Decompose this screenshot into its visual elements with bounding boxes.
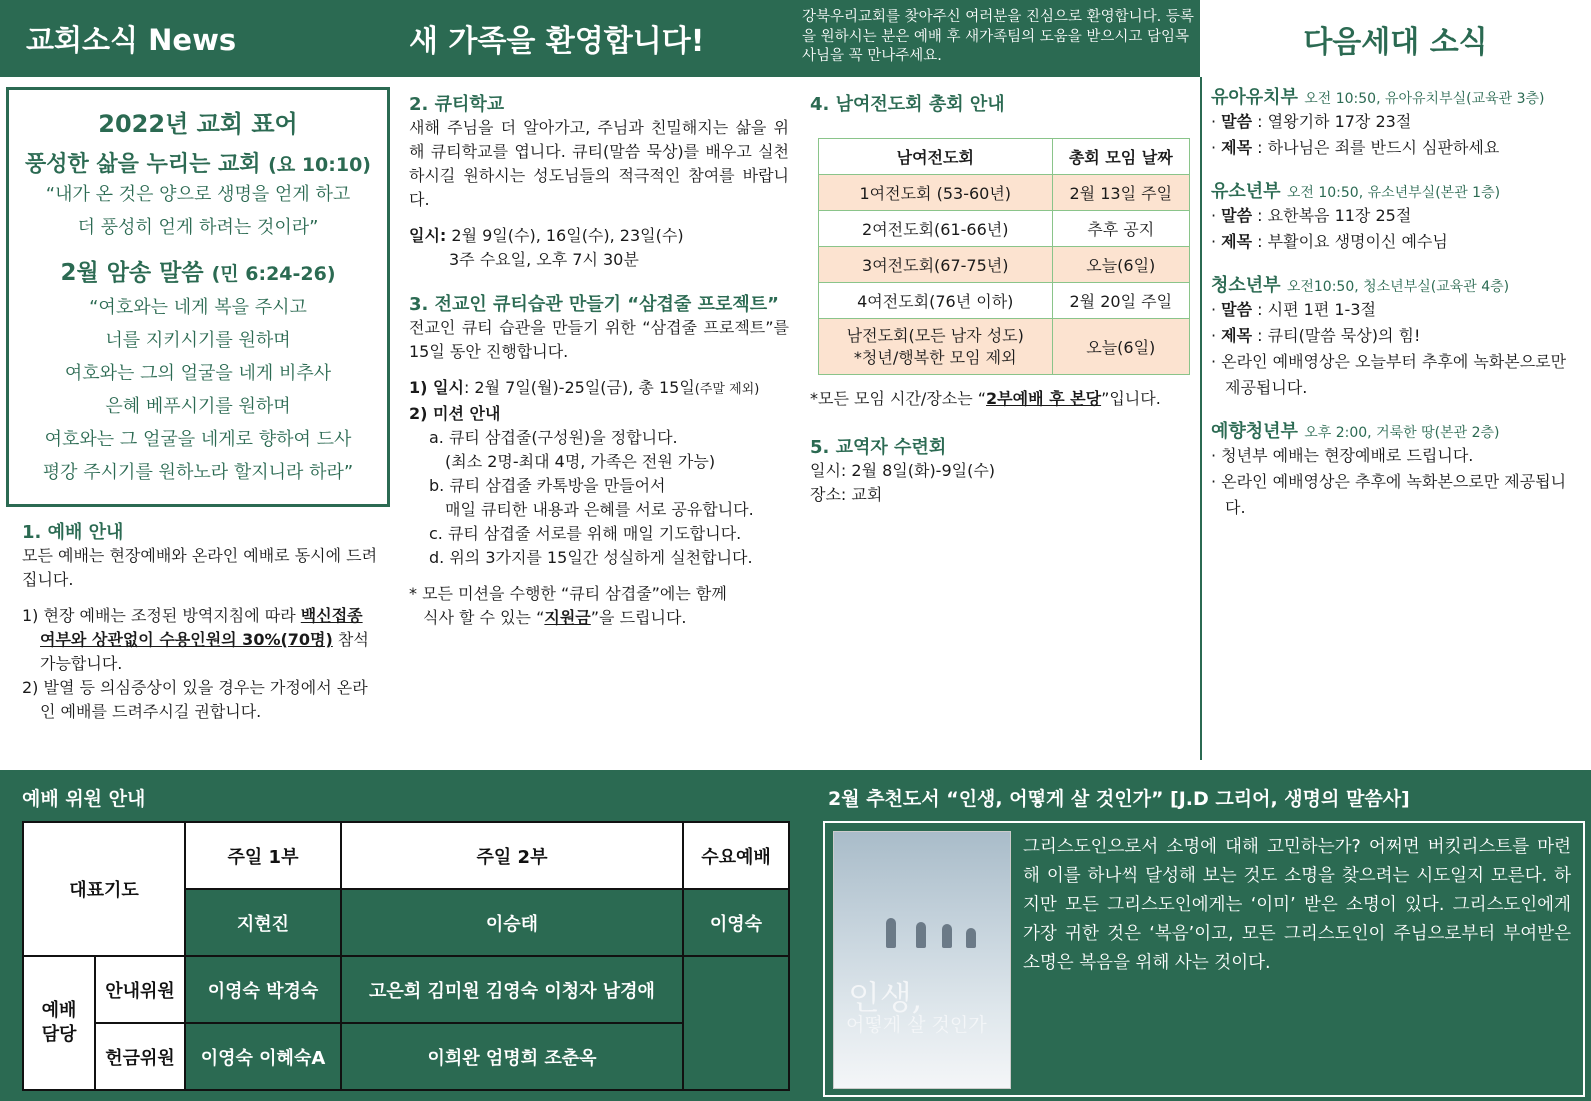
figure-silhouette: [942, 924, 952, 948]
motto-subtitle-ref: (요 10:10): [268, 154, 371, 176]
table-header: 주일 1부: [185, 822, 341, 889]
memory-verse-line: 여호와는 그의 얼굴을 네게 비추사: [64, 363, 332, 384]
worship-item-1: [22, 604, 382, 676]
item-label: 제목: [1221, 326, 1253, 345]
table-cell: 헌금위원: [95, 1023, 185, 1090]
figure-silhouette: [966, 928, 976, 948]
table-row: [819, 211, 1190, 247]
table-cell: 대표기도: [23, 822, 185, 956]
motto-subtitle-text: 풍성한 삶을 누리는 교회: [25, 152, 261, 177]
section-title: 3. 전교인 큐티습관 만들기 “삼겹줄 프로젝트”: [409, 294, 779, 315]
header-band: [0, 0, 1200, 77]
table-row: [819, 247, 1190, 283]
column-next-gen: [1211, 83, 1586, 521]
dept-meta: 오전 10:50, 유소년부실(본관 1층): [1286, 185, 1501, 201]
dept-name: 유소년부: [1211, 181, 1281, 202]
qt-school-body: 새해 주님을 더 알아가고, 주님과 친밀해지는 삶을 위해 큐티학교를 엽니다. 큐티(말씀 묵상)를 배우고 실천하시길 원하시는 성도님들의 적극적인 참여를 바랍니다.: [409, 118, 789, 209]
note-text: ”입니다.: [1101, 389, 1161, 408]
memory-verse-line: “여호와는 네게 복을 주시고: [89, 297, 307, 318]
qt-school-date: [409, 224, 789, 248]
table-cell: 추후 공지: [1052, 211, 1189, 247]
qt-school-date-2: 3주 수요일, 오후 7시 30분: [449, 250, 639, 269]
retreat-place: 장소: 교회: [810, 485, 883, 504]
table-header: 수요예배: [683, 822, 789, 889]
item-text: : 요한복음 11장 25절: [1252, 206, 1412, 225]
table-cell: [683, 956, 789, 1090]
table-row: [23, 1023, 789, 1090]
dept-young-adult: [1211, 417, 1586, 443]
mission-item: 매일 큐티한 내용과 은혜를 서로 공유합니다.: [445, 500, 754, 519]
date-text: : 2월 7일(월)-25일(금), 총 15일: [463, 378, 695, 397]
list-item: · 말씀 : 열왕기하 17장 23절: [1211, 112, 1412, 131]
item-text: : 하나님은 죄를 반드시 심판하세요: [1252, 138, 1500, 157]
mission-item: (최소 2명-최대 4명, 가족은 전원 가능): [445, 452, 716, 471]
dept-name: 청소년부: [1211, 275, 1281, 296]
next-gen-title: 다음세대 소식: [1303, 25, 1488, 60]
item-text: : 시편 1편 1-3절: [1252, 300, 1376, 319]
worship-committee-table: [22, 821, 790, 1091]
table-cell: 이희완 엄명희 조춘옥: [341, 1023, 683, 1090]
memory-verse-line: 은혜 베푸시기를 원하며: [105, 396, 291, 417]
project-body: 전교인 큐티 습관을 만들기 위한 “삼겹줄 프로젝트”를 15일 동안 진행합니다.: [409, 318, 789, 361]
table-cell: 이영숙: [683, 889, 789, 956]
bottom-band: [0, 770, 1591, 1101]
section-title: 1. 예배 안내: [22, 522, 124, 543]
dept-name: 유아유치부: [1211, 87, 1298, 108]
mission-label: [409, 402, 789, 426]
dept-youth: [1211, 271, 1586, 297]
list-item: · 제목 : 큐티(말씀 묵상)의 힘!: [1211, 326, 1421, 345]
cell-line: *청년/행복한 모임 제외: [853, 347, 1017, 367]
item-text: : 큐티(말씀 묵상)의 힘!: [1252, 326, 1421, 345]
list-item: · 제목 : 부활이요 생명이신 예수님: [1211, 232, 1448, 251]
list-item: · 청년부 예배는 현장예배로 드립니다.: [1211, 446, 1474, 465]
table-cell: 3여전도회(67-75년): [819, 247, 1053, 283]
dept-children: [1211, 177, 1586, 203]
list-item: · 말씀 : 시편 1편 1-3절: [1211, 300, 1376, 319]
table-cell: 4여전도회(76년 이하): [819, 283, 1053, 319]
figure-silhouette: [886, 918, 896, 948]
item-label: 말씀: [1221, 206, 1253, 225]
item-text: 참석 가능합니다.: [40, 630, 369, 673]
table-row: [819, 175, 1190, 211]
memory-title-ref: (민 6:24-26): [211, 263, 336, 285]
mission-item: b. 큐티 삼겹줄 카톡방을 만들어서: [429, 476, 666, 495]
list-item: · 말씀 : 요한복음 11장 25절: [1211, 206, 1412, 225]
table-cell: 오늘(6일): [1052, 247, 1189, 283]
section-title: 5. 교역자 수련회: [810, 437, 947, 458]
motto-subtitle: [9, 147, 387, 178]
table-header-row: [819, 139, 1190, 175]
welcome-title: 새 가족을 환영합니다!: [409, 24, 705, 59]
motto-verse-line: 더 풍성히 얻게 하려는 것이라”: [77, 217, 319, 238]
table-cell: 이영숙 이혜숙A: [185, 1023, 341, 1090]
item-text: : 부활이요 생명이신 예수님: [1252, 232, 1448, 251]
project-note-2: [409, 606, 789, 630]
table-header: 주일 2부: [341, 822, 683, 889]
worship-item-2: 2) 발열 등 의심증상이 있을 경우는 가정에서 온라인 예배를 드려주시길 권합니다.: [22, 678, 368, 721]
book-cover-image: [833, 831, 1011, 1089]
mission-label-text: 2) 미션 안내: [409, 404, 501, 423]
retreat-date: 일시: 2월 8일(화)-9일(수): [810, 461, 996, 480]
table-cell: 예배 담당: [23, 956, 95, 1090]
list-item: · 온라인 예배영상은 추후에 녹화본으로만 제공됩니다.: [1211, 472, 1567, 517]
item-label: 말씀: [1221, 112, 1253, 131]
project-date: [409, 376, 789, 402]
mission-item: d. 위의 3가지를 15일간 성실하게 실천합니다.: [429, 548, 753, 567]
table-cell: 2월 13일 주일: [1052, 175, 1189, 211]
section-intro: 모든 예배는 현장예배와 온라인 예배로 동시에 드려집니다.: [22, 546, 378, 589]
memory-verse-line: 여호와는 그 얼굴을 네게로 향하여 드사: [44, 429, 352, 450]
table-cell: 1여전도회 (53-60년): [819, 175, 1053, 211]
table-cell: 지현진: [185, 889, 341, 956]
table-cell: 2여전도회(61-66년): [819, 211, 1053, 247]
note-text: 식사 할 수 있는 “: [423, 608, 545, 627]
list-item: · 제목 : 하나님은 죄를 반드시 심판하세요: [1211, 138, 1500, 157]
dept-name: 예향청년부: [1211, 421, 1298, 442]
column-divider: [1200, 77, 1202, 760]
dept-meta: 오전 10:50, 유아유치부실(교육관 3층): [1304, 91, 1545, 107]
next-gen-header: [1200, 0, 1591, 77]
note-emphasis: 2부예배 후 본당: [986, 389, 1102, 408]
worship-committee-title: 예배 위원 안내: [22, 788, 146, 810]
list-item: · 온라인 예배영상은 오늘부터 추후에 녹화본으로만 제공됩니다.: [1211, 352, 1567, 397]
book-description: 그리스도인으로서 소명에 대해 고민하는가? 어쩌면 버킷리스트를 마련해 이를 하나씩 달성해 보는 것도 소명을 찾으려는 시도일지 모른다. 하지만 모든 그리스도인에게는 ‘이미’ 받은 소명이 있다. 그리스도인에게 가장 귀한 것은 ‘복음’이고, 모든 그리스도인이 주님으로부터 부여받은 소명은 복음을 위해 사는 것이다.: [1023, 837, 1571, 973]
item-label: 말씀: [1221, 300, 1253, 319]
note-text: ”을 드립니다.: [590, 608, 687, 627]
table-cell: 2월 20일 주일: [1052, 283, 1189, 319]
figure-silhouette: [916, 922, 926, 948]
item-label: 제목: [1221, 138, 1253, 157]
dept-meta: 오전10:50, 청소년부실(교육관 4층): [1286, 279, 1510, 295]
cell-line: 남전도회(모든 남자 성도): [846, 325, 1024, 345]
date-line: 2월 9일(수), 16일(수), 23일(수): [451, 226, 684, 245]
project-note: * 모든 미션을 수행한 “큐티 삼겹줄”에는 함께: [409, 584, 727, 603]
section-title: 2. 큐티학교: [409, 94, 505, 115]
table-row: [23, 822, 789, 889]
book-cover-title: 인생,: [848, 978, 923, 1017]
item-text: : 열왕기하 17장 23절: [1252, 112, 1412, 131]
date-label: 일시:: [409, 226, 447, 245]
motto-verse-line: “내가 온 것은 양으로 생명을 얻게 하고: [45, 184, 351, 205]
memory-verse-line: 평강 주시기를 원하노라 할지니라 하라”: [42, 462, 354, 483]
dept-meta: 오후 2:00, 거룩한 땅(본관 2층): [1304, 425, 1500, 441]
section-worship-guide: [22, 518, 382, 724]
dept-kindergarten: [1211, 83, 1586, 109]
note-text: *모든 모임 시간/장소는 “: [810, 389, 987, 408]
memory-verse-title: [9, 254, 387, 287]
date-note: (주말 제외): [694, 382, 760, 397]
table-cell: 오늘(6일): [1052, 319, 1189, 375]
news-title: 교회소식 News: [26, 23, 237, 57]
book-heading: 2월 추천도서 “인생, 어떻게 살 것인가” [J.D 그리어, 생명의 말씀사]: [828, 788, 1410, 810]
memory-title-text: 2월 암송 말씀: [60, 260, 204, 286]
item-label: 제목: [1221, 232, 1253, 251]
table-header: 총회 모임 날짜: [1052, 139, 1189, 175]
item-text: 온라인 예배영상은 추후에 녹화본으로만 제공됩니다.: [1221, 472, 1567, 517]
assembly-table: [818, 138, 1190, 375]
book-cover-subtitle: 어떻게 살 것인가: [846, 1014, 987, 1036]
table-cell: 안내위원: [95, 956, 185, 1023]
assembly-note: [810, 387, 1195, 411]
section-title: 4. 남여전도회 총회 안내: [810, 94, 1005, 115]
column-assembly: [810, 90, 1195, 507]
item-text: 1) 현장 예배는 조정된 방역지침에 따라: [22, 606, 301, 625]
item-emphasis: 백신접종 여부와 상관없이 수용인원의 30%(70명): [40, 606, 363, 649]
date-label: 1) 일시: [409, 378, 464, 397]
table-cell: 이영숙 박경숙: [185, 956, 341, 1023]
welcome-text: 강북우리교회를 찾아주신 여러분을 진심으로 환영합니다. 등록을 원하시는 분은 예배 후 새가족팀의 도움을 받으시고 담임목사님을 꼭 만나주세요.: [802, 9, 1194, 64]
table-header: 남여전도회: [819, 139, 1053, 175]
column-qt: [409, 90, 789, 630]
motto-box: [6, 87, 390, 507]
memory-verse-line: 너를 지키시기를 원하며: [105, 330, 291, 351]
item-text: 온라인 예배영상은 오늘부터 추후에 녹화본으로만 제공됩니다.: [1221, 352, 1567, 397]
table-row: [819, 283, 1190, 319]
mission-item: c. 큐티 삼겹줄 서로를 위해 매일 기도합니다.: [429, 524, 742, 543]
table-cell: 이승태: [341, 889, 683, 956]
table-cell: [819, 319, 1053, 375]
note-emphasis: 지원금: [544, 608, 591, 627]
table-cell: 고은희 김미원 김영숙 이청자 남경애: [341, 956, 683, 1023]
mission-item: a. 큐티 삼겹줄(구성원)을 정합니다.: [429, 428, 678, 447]
book-box: [823, 821, 1585, 1097]
table-row: [819, 319, 1190, 375]
motto-title: 2022년 교회 표어: [98, 110, 298, 138]
item-text: 청년부 예배는 현장예배로 드립니다.: [1221, 446, 1474, 465]
table-row: [23, 956, 789, 1023]
